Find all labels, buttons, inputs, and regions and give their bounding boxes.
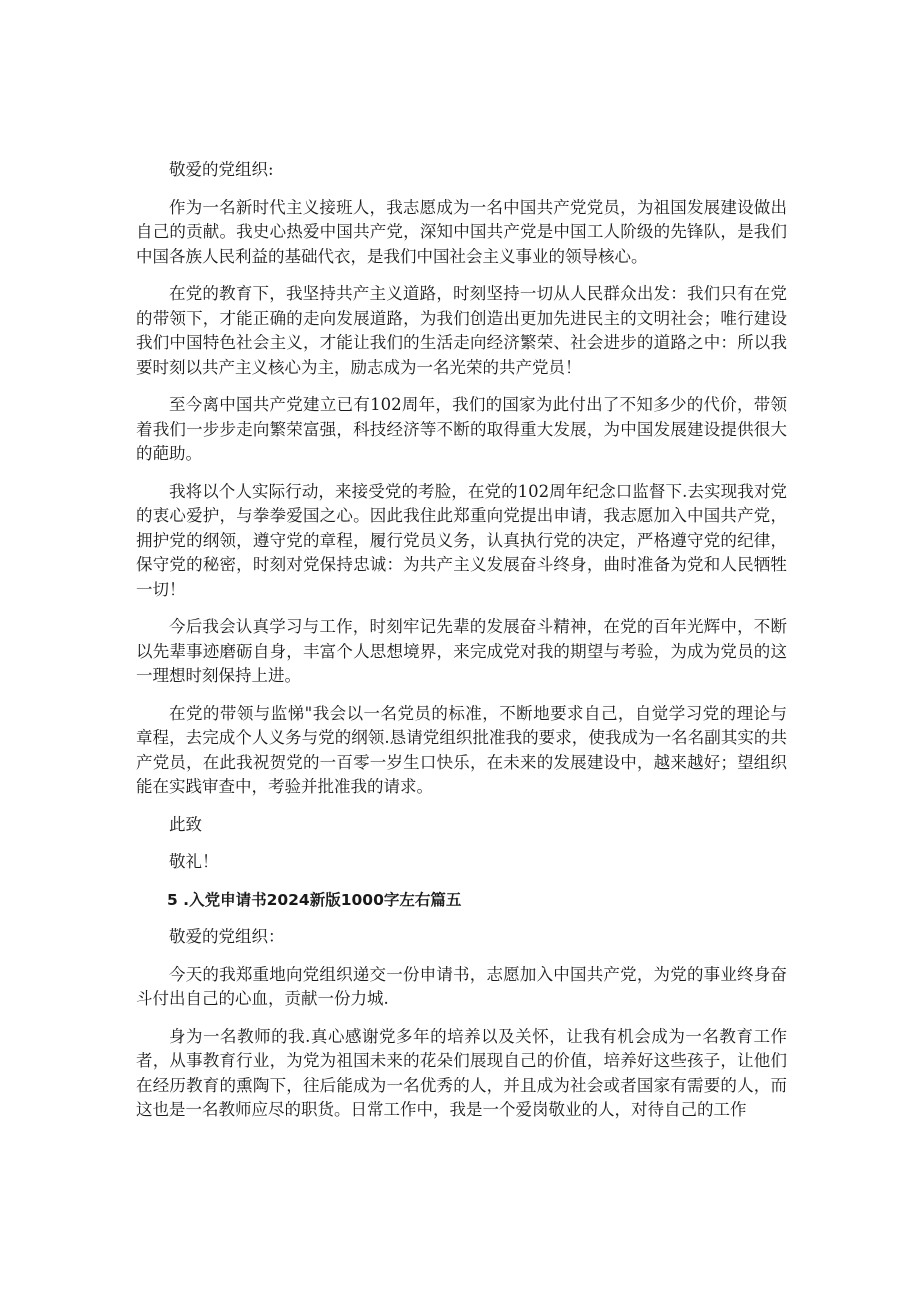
salutation: 敬爱的党组织:	[169, 160, 274, 179]
section-heading: 5 .入党申请书2024新版1000字左右篇五	[167, 890, 462, 909]
body-paragraph: 作为一名新时代主义接班人，我志愿成为一名中国共产党党员，为祖国发展建设做出自己的贡献。我史心热爱中国共产党，深知中国共产党是中国工人阶级的先锋队，是我们中国各族人民利益的基础代衣，是我们中国社会主义事业的领导核心。	[136, 197, 787, 266]
closing-line: 此致	[169, 814, 202, 834]
body-paragraph: 在党的教育下，我坚持共产主义道路，时刻坚持一切从人民群众出发：我们只有在党的带领下，才能正确的走向发展道路，为我们创造出更加先进民主的文明社会；唯行建设我们中国特色社会主义，才能让我们的生活走向经济繁荣、社会进步的道路之中：所以我要时刻以共产主义核心为主，励志成为一名光荣的共产党员！	[136, 284, 787, 377]
document-body	[136, 158, 787, 1136]
body-paragraph: 身为一名教师的我.真心感谢党多年的培养以及关怀，让我有机会成为一名教育工作者，从事教育行业，为党为祖国未来的花朵们展现自己的价值，培养好这些孩子，让他们在经历教育的熏陶下，往后能成为一名优秀的人，并且成为社会或者国家有需要的人，而这也是一名教师应尽的职货。日常工作中，我是一个爱岗敬业的人，对待自己的工作	[136, 1026, 787, 1119]
closing-line: 敬礼！	[169, 852, 219, 871]
body-paragraph: 至今离中国共产党建立已有102周年，我们的国家为此付出了不知多少的代价，带领着我们一步步走向繁荣富强，科技经济等不断的取得重大发展，为中国发展建设提供很大的葩助。	[136, 395, 787, 463]
body-paragraph: 今天的我郑重地向党组织递交一份申请书，志愿加入中国共产党，为党的事业终身奋斗付出自己的心血，贡献一份力城.	[136, 964, 787, 1008]
body-paragraph: 今后我会认真学习与工作，时刻牢记先辈的发展奋斗精神，在党的百年光辉中，不断以先辈事迹磨砺自身，丰富个人思想境界，来完成党对我的期望与考验，为成为党员的这一理想时刻保持上进。	[136, 617, 787, 685]
salutation: 敬爱的党组织：	[169, 927, 285, 946]
body-paragraph: 在党的带领与监悌"我会以一名党员的标准，不断地要求自己，自觉学习党的理论与章程，去完成个人义务与党的纲领.恳请党组织批准我的要求，使我成为一名名副其实的共产党员，在此我祝贺党的一百零一岁生口快乐，在未来的发展建设中，越来越好；望组织能在实践审查中，考验并批准我的请求。	[136, 703, 787, 796]
body-paragraph: 我将以个人实际行动，来接受党的考脸，在党的102周年纪念口监督下.去实现我对党的衷心爱护，与拳拳爱国之心。因此我住此郑重向党提出申请，我志愿加入中国共产党，拥护党的纲领，遵守党的章程，履行党员义务，认真执行党的决定，严格遵守党的纪律，保守党的秘密，时刻对党保持忠诚：为共产主义发展奋斗终身，曲时准备为党和人民牺牲一切！	[136, 481, 787, 599]
